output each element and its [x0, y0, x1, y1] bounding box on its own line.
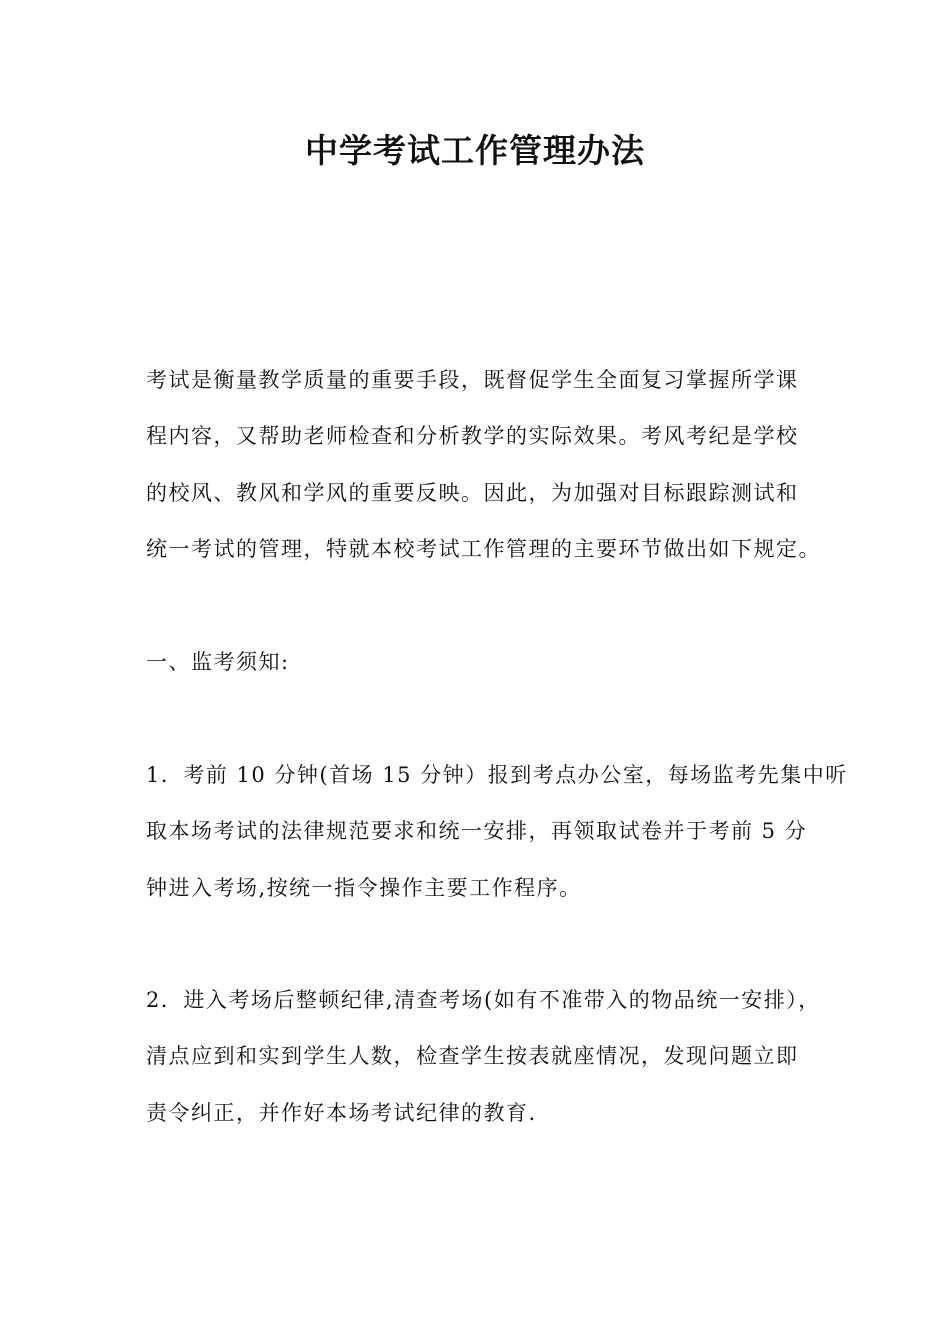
document-title: 中学考试工作管理办法 [305, 131, 645, 170]
list-item-line: 钟进入考场,按统一指令操作主要工作程序。 [146, 875, 582, 900]
intro-line: 的校风、教风和学风的重要反映。因此，为加强对目标跟踪测试和 [146, 480, 799, 505]
section-heading [146, 634, 816, 690]
list-item-line: 1．考前 10 分钟(首场 15 分钟）报到考点办公室，每场监考先集中听 [146, 763, 848, 787]
intro-line: 考试是衡量教学质量的重要手段，既督促学生全面复习掌握所学课 [146, 368, 799, 392]
list-item-line: 2．进入考场后整顿纪律,清查考场(如有不准带入的物品统一安排）， [146, 988, 821, 1012]
list-item-line: 责令纠正，并作好本场考试纪律的教育. [146, 1100, 537, 1125]
list-item-line: 取本场考试的法律规范要求和统一安排，再领取试卷并于考前 5 分 [146, 819, 808, 844]
section-heading-text: 一、监考须知: [146, 650, 290, 674]
intro-paragraph [146, 352, 821, 577]
list-item-1 [146, 747, 848, 916]
list-item-line: 清点应到和实到学生人数，检查学生按表就座情况，发现问题立即 [146, 1044, 799, 1069]
intro-line: 程内容，又帮助老师检查和分析教学的实际效果。考风考纪是学校 [146, 424, 799, 449]
intro-line: 统一考试的管理，特就本校考试工作管理的主要环节做出如下规定。 [146, 536, 821, 561]
list-item-2 [146, 972, 821, 1141]
